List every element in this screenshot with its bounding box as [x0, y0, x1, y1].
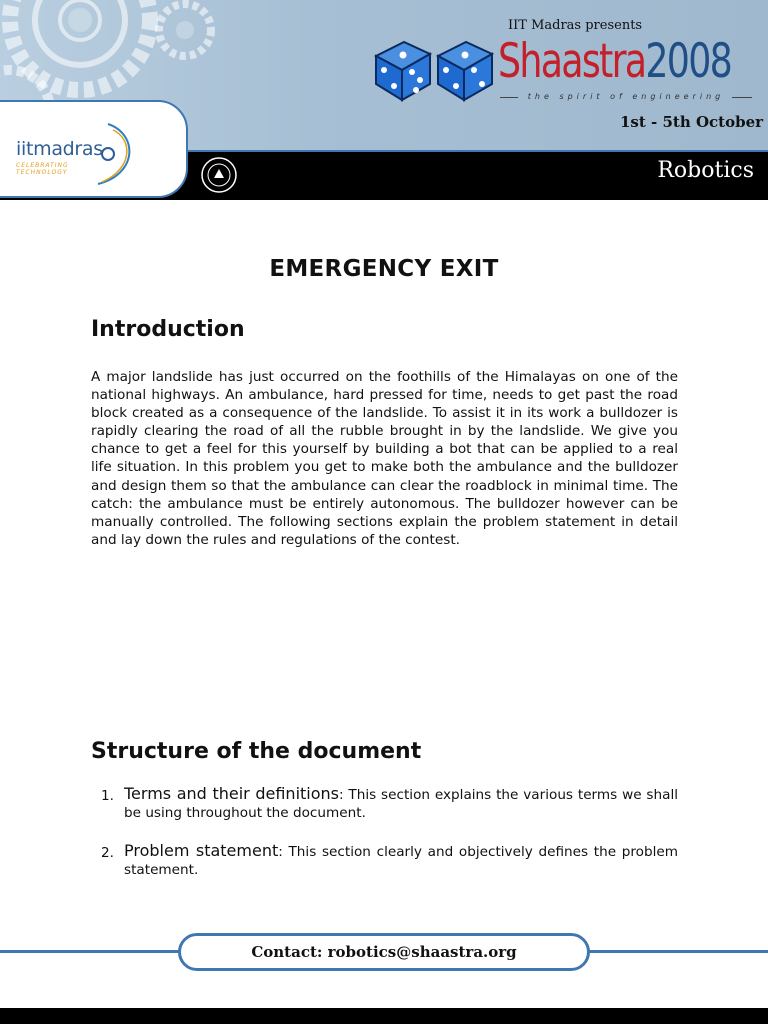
list-item: [91, 785, 678, 822]
logo-tagline: CELEBRATING TECHNOLOGY: [16, 162, 69, 176]
presenter-text: IIT Madras presents: [508, 18, 643, 33]
brand-tagline: the spirit of engineering: [527, 92, 725, 101]
list-description: : This section explains the various terms we shall be using throughout the document.: [124, 787, 678, 822]
structure-list: [91, 785, 678, 879]
structure-heading: Structure of the document: [91, 739, 422, 764]
iitm-logo: [0, 100, 188, 198]
intro-paragraph: A major landslide has just occurred on the foothills of the Himalayas on one of the national highways. An ambulance, hard pressed for time, needs to get past the road block created as a consequence of the landslide. To assist it in its work a bulldozer is rapidly clearing the road of all the rubble brought in by the landslide. We give you chance to get a feel for this yourself by building a bot that can be applied to a real life situation. In this problem you get to make both the ambulance and the bulldozer and design them so that the ambulance can clear the roadblock in minimal time. The catch: the ambulance must be entirely autonomous. The bulldozer however can be manually controlled. The following sections explain the problem statement in detail and lay down the rules and regulations of the contest.: [91, 369, 678, 548]
list-term: Terms and their definitions: [124, 784, 339, 803]
intro-heading: Introduction: [91, 317, 245, 342]
brand-year: 2008: [645, 34, 732, 89]
logo-wordmark: iitmadras: [16, 138, 103, 160]
tagline-rule-right: [732, 97, 752, 98]
event-dates: 1st - 5th October: [620, 113, 764, 131]
list-number: 2.: [101, 845, 114, 862]
list-term: Problem statement: [124, 841, 279, 861]
shaastra-brand: [498, 32, 731, 92]
brand-name: Shaastra: [498, 34, 646, 89]
list-number: 1.: [101, 788, 114, 804]
document-title: EMERGENCY EXIT: [269, 256, 499, 282]
bottom-bar: [0, 1008, 768, 1024]
iitm-seal-icon: [200, 156, 238, 194]
dice-icon: [372, 34, 496, 104]
list-item: [91, 842, 678, 879]
section-label: Robotics: [657, 158, 754, 183]
contact-email[interactable]: Contact: robotics@shaastra.org: [178, 933, 590, 971]
list-description: : This section clearly and objectively defines the problem statement.: [124, 844, 678, 879]
